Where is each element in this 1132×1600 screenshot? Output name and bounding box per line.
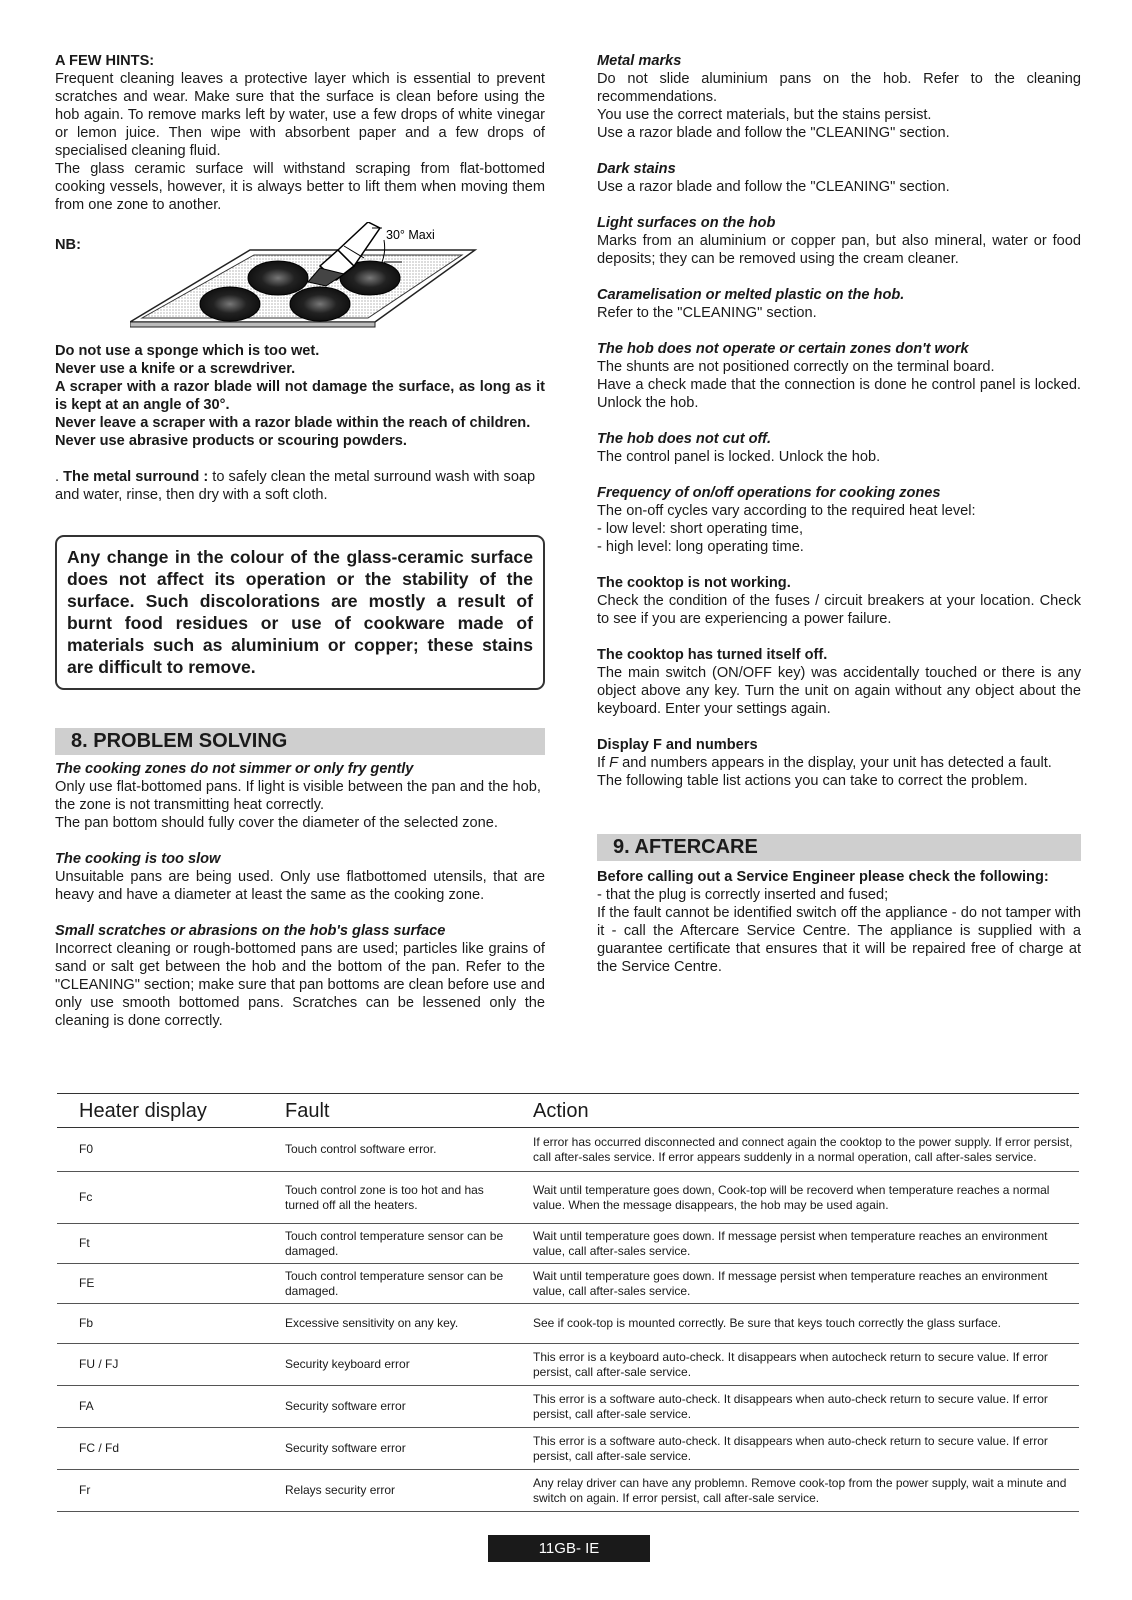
display-f-line-1	[597, 754, 1081, 772]
table-row	[57, 1428, 1079, 1470]
metal-marks-line-3: Use a razor blade and follow the "CLEANING" section.	[597, 125, 950, 141]
fault-description-cell: Security software error	[285, 1386, 533, 1428]
display-f-pre: If	[597, 755, 610, 771]
fault-description-cell: Touch control zone is too hot and has turned off all the heaters.	[285, 1172, 533, 1224]
fault-description-cell: Security software error	[285, 1428, 533, 1470]
fault-description-cell: Relays security error	[285, 1470, 533, 1512]
hob-not-cut-off-title: The hob does not cut off.	[597, 431, 772, 447]
frequency-line-2: - low level: short operating time,	[597, 521, 804, 537]
fault-action-cell: This error is a software auto-check. It disappears when auto-check return to secure value. If error persist, call after-sale service.	[533, 1386, 1079, 1428]
header-heater-display: Heater display	[57, 1094, 285, 1128]
display-f-post: and numbers appears in the display, your unit has detected a fault.	[618, 755, 1052, 771]
display-f-letter: F	[609, 755, 619, 771]
metal-marks-line-2: You use the correct materials, but the stains persist.	[597, 107, 932, 123]
fault-code-cell: FU / FJ	[57, 1344, 285, 1386]
hints-paragraph-1: Frequent cleaning leaves a protective layer which is essential to prevent scratches and wear. Make sure that the surface is clean before using the hob again. To remove marks left by water, use a few drops of white vinegar or lemon juice. Then wipe with absorbent paper and a few drops of specialised cleaning fluid.	[55, 71, 545, 159]
fault-code-cell: FC / Fd	[57, 1428, 285, 1470]
frequency-line-3: - high level: long operating time.	[597, 539, 804, 555]
angle-label: 30° Maxi	[386, 228, 435, 242]
nb-figure-row	[55, 228, 545, 342]
aftercare-line-2: If the fault cannot be identified switch off the appliance - do not tamper with it - call the Aftercare Service Centre. The appliance is supplied with a guarantee certificate that ensures that it will be repaired free of charge at the Service Centre.	[597, 905, 1081, 975]
metal-surround-label: The metal surround :	[63, 469, 209, 485]
light-surfaces-text: Marks from an aluminium or copper pan, but also mineral, water or food deposits; they can be removed using the cream cleaner.	[597, 233, 1081, 267]
warning-3: A scraper with a razor blade will not damage the surface, as long as it is kept at an angle of 30°.	[55, 379, 545, 413]
problem-3-text: Incorrect cleaning or rough-bottomed pans are used; particles like grains of sand or salt get between the hob and the bottom of the pan. Refer to the "CLEANING" section; make sure that pan bottoms are clean before use and only use smooth bottomed pans. Scratches can be lessened only the cleaning is done correctly.	[55, 941, 545, 1029]
cooktop-not-working-title: The cooktop is not working.	[597, 575, 791, 591]
fault-table	[57, 1093, 1079, 1512]
problem-1-text: Only use flat-bottomed pans. If light is visible between the pan and the hob, the zone is not transmitting heat correctly.	[55, 779, 541, 813]
left-column	[55, 52, 545, 1030]
metal-marks-line-1: Do not slide aluminium pans on the hob. Refer to the cleaning recommendations.	[597, 71, 1081, 105]
warning-5: Never use abrasive products or scouring powders.	[55, 433, 407, 449]
fault-action-cell: This error is a keyboard auto-check. It disappears when autocheck return to secure value. If error persist, call after-sale service.	[533, 1344, 1079, 1386]
fault-action-cell: If error has occurred disconnected and connect again the cooktop to the power supply. If error persist, call after-sales service. If error appears suddenly in a normal operation, call after-sales service.	[533, 1128, 1079, 1172]
hob-not-operate-title: The hob does not operate or certain zones don't work	[597, 341, 969, 357]
dark-stains-text: Use a razor blade and follow the "CLEANING" section.	[597, 179, 950, 195]
caramelisation-title: Caramelisation or melted plastic on the hob.	[597, 287, 905, 303]
problem-2-text: Unsuitable pans are being used. Only use flatbottomed utensils, that are heavy and have a diameter at least the same as the cooking zone.	[55, 869, 545, 903]
problem-2-title: The cooking is too slow	[55, 851, 221, 867]
problem-3-title: Small scratches or abrasions on the hob's glass surface	[55, 923, 446, 939]
frequency-line-1: The on-off cycles vary according to the required heat level:	[597, 503, 976, 519]
fault-description-cell: Touch control temperature sensor can be damaged.	[285, 1264, 533, 1304]
hob-not-cut-off-text: The control panel is locked. Unlock the hob.	[597, 449, 881, 465]
fault-action-cell: Wait until temperature goes down. If message persist when temperature reaches an environment value, call after-sales service.	[533, 1224, 1079, 1264]
warning-1: Do not use a sponge which is too wet.	[55, 343, 320, 359]
fault-code-cell: Fr	[57, 1470, 285, 1512]
fault-description-cell: Security keyboard error	[285, 1344, 533, 1386]
hints-paragraph-2: The glass ceramic surface will withstand scraping from flat-bottomed cooking vessels, however, it is always better to lift them when moving them from one zone to another.	[55, 161, 545, 213]
table-body	[57, 1128, 1079, 1512]
metal-surround-paragraph	[55, 468, 545, 504]
aftercare-line-1: - that the plug is correctly inserted and fused;	[597, 887, 889, 903]
fault-code-cell: Fc	[57, 1172, 285, 1224]
fault-description-cell: Touch control software error.	[285, 1128, 533, 1172]
hob-not-operate-line-1: The shunts are not positioned correctly on the terminal board.	[597, 359, 995, 375]
fault-code-cell: FE	[57, 1264, 285, 1304]
fault-action-cell: This error is a software auto-check. It disappears when auto-check return to secure value. If error persist, call after-sale service.	[533, 1428, 1079, 1470]
caramelisation-text: Refer to the "CLEANING" section.	[597, 305, 817, 321]
cooktop-turned-off-title: The cooktop has turned itself off.	[597, 647, 828, 663]
header-fault: Fault	[285, 1094, 533, 1128]
display-f-title: Display F and numbers	[597, 737, 758, 753]
table-row	[57, 1128, 1079, 1172]
section-8-title: 8. PROBLEM SOLVING	[55, 728, 545, 755]
table-row	[57, 1224, 1079, 1264]
page-footer: 11GB- IE	[488, 1535, 650, 1562]
metal-marks-title: Metal marks	[597, 53, 682, 69]
hints-title: A FEW HINTS:	[55, 53, 155, 69]
fault-description-cell: Excessive sensitivity on any key.	[285, 1304, 533, 1344]
dark-stains-title: Dark stains	[597, 161, 676, 177]
fault-code-cell: FA	[57, 1386, 285, 1428]
bullet-dot: .	[55, 469, 64, 485]
fault-code-cell: F0	[57, 1128, 285, 1172]
fault-action-cell: Any relay driver can have any problemn. Remove cook-top from the power supply, wait a minute and switch on again. If error persist, call after-sale service.	[533, 1470, 1079, 1512]
table-header-row	[57, 1094, 1079, 1128]
discoloration-notice: Any change in the colour of the glass-ceramic surface does not affect its operation or the stability of the surface. Such discolorations are mostly a result of burnt food residues or use of cookware made of materials such as aluminium or copper; these stains are difficult to remove.	[55, 535, 545, 690]
table-row	[57, 1172, 1079, 1224]
fault-action-cell: Wait until temperature goes down, Cook-top will be recoverd when temperature reaches a normal value. When the message disappears, the hob may be used again.	[533, 1172, 1079, 1224]
aftercare-intro: Before calling out a Service Engineer please check the following:	[597, 869, 1049, 885]
metal-surround-text: to safely clean the metal surround wash with soap and water, rinse, then dry with a soft cloth.	[55, 469, 536, 503]
header-action: Action	[533, 1094, 1079, 1128]
cooktop-not-working-text: Check the condition of the fuses / circuit breakers at your location. Check to see if you are experiencing a power failure.	[597, 593, 1081, 627]
frequency-title: Frequency of on/off operations for cooking zones	[597, 485, 941, 501]
problem-1-title: The cooking zones do not simmer or only fry gently	[55, 761, 414, 777]
hob-scraper-illustration	[130, 222, 550, 352]
table-row	[57, 1264, 1079, 1304]
fault-action-cell: Wait until temperature goes down. If message persist when temperature reaches an environment value, call after-sales service.	[533, 1264, 1079, 1304]
fault-code-cell: Ft	[57, 1224, 285, 1264]
display-f-line-2: The following table list actions you can take to correct the problem.	[597, 773, 1028, 789]
table-row	[57, 1344, 1079, 1386]
warning-2: Never use a knife or a screwdriver.	[55, 361, 296, 377]
table-row	[57, 1304, 1079, 1344]
fault-description-cell: Touch control temperature sensor can be damaged.	[285, 1224, 533, 1264]
cooktop-turned-off-text: The main switch (ON/OFF key) was accidentally touched or there is any object above any key. Turn the unit on again without any object about the keyboard. Enter your settings again.	[597, 665, 1081, 717]
right-column	[597, 52, 1081, 976]
nb-label: NB:	[55, 237, 81, 253]
light-surfaces-title: Light surfaces on the hob	[597, 215, 776, 231]
table-row	[57, 1386, 1079, 1428]
section-9-title: 9. AFTERCARE	[597, 834, 1081, 861]
table-row	[57, 1470, 1079, 1512]
fault-code-cell: Fb	[57, 1304, 285, 1344]
warning-4: Never leave a scraper with a razor blade within the reach of children.	[55, 415, 531, 431]
fault-action-cell: See if cook-top is mounted correctly. Be sure that keys touch correctly the glass surface.	[533, 1304, 1079, 1344]
hob-not-operate-line-2: Have a check made that the connection is done he control panel is locked. Unlock the hob.	[597, 377, 1081, 411]
problem-1-text-2: The pan bottom should fully cover the diameter of the selected zone.	[55, 815, 498, 831]
